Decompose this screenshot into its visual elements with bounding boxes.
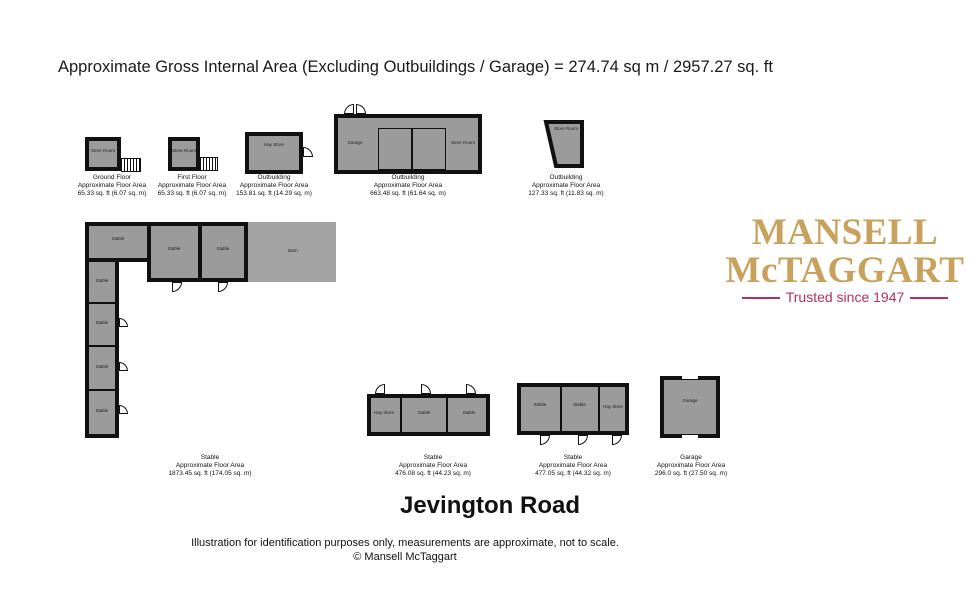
room-label: Stable xyxy=(95,320,109,325)
caption-ground-floor: Ground Floor Approximate Floor Area 65.33 sq. ft (6.07 sq. m) xyxy=(77,174,147,198)
door-icon xyxy=(344,104,354,114)
door-icon xyxy=(119,362,128,371)
logo-tagline: Trusted since 1947 xyxy=(725,289,965,305)
door-icon xyxy=(540,435,550,445)
caption-stable-3: Stable Approximate Floor Area 477.05 sq. ft (44.32 sq. m) xyxy=(535,454,611,478)
room-label: Stable xyxy=(95,278,109,283)
door-icon xyxy=(421,384,431,394)
tagline-line-right xyxy=(910,297,948,299)
divider xyxy=(446,398,448,432)
room-label: Store Room xyxy=(553,126,578,131)
tagline-line-left xyxy=(742,297,780,299)
disclaimer-note: Illustration for identification purposes only, measurements are approximate, not to scale. © Mansell McTaggart xyxy=(191,537,619,564)
caption-stable-2: Stable Approximate Floor Area 476.08 sq. ft (44.23 sq. m) xyxy=(395,454,471,478)
door-icon xyxy=(303,147,313,157)
divider xyxy=(400,398,402,432)
room-label: Stable xyxy=(462,410,476,415)
gross-area-header: Approximate Gross Internal Area (Excluding Outbuildings / Garage) = 274.74 sq m / 2957.27 sq. ft xyxy=(58,58,773,76)
room-label: Stable xyxy=(216,246,230,251)
room-label: Garage xyxy=(682,398,698,403)
room-label: Garage xyxy=(347,140,363,145)
stairs-icon xyxy=(200,157,218,171)
door-icon xyxy=(218,282,228,292)
room-label: Hay Store xyxy=(373,410,394,415)
room-label: Barn xyxy=(288,248,298,253)
room-label: Stable xyxy=(95,408,109,413)
door-icon xyxy=(356,104,366,114)
property-title: Jevington Road xyxy=(399,492,580,519)
door-icon xyxy=(612,435,622,445)
garage-door-icon xyxy=(682,435,698,438)
door-icon xyxy=(578,435,588,445)
caption-outbuilding-1: Outbuilding Approximate Floor Area 153.81 sq. ft (14.29 sq. m) xyxy=(236,174,312,198)
window-icon xyxy=(682,376,698,379)
logo-mctaggart: McTAGGART xyxy=(725,250,965,291)
caption-garage: Garage Approximate Floor Area 296.0 sq. ft (27.50 sq. m) xyxy=(654,454,728,478)
room-label: Stable xyxy=(417,410,431,415)
room-divider xyxy=(412,128,446,170)
caption-first-floor: First Floor Approximate Floor Area 65.33 sq. ft (6.07 sq. m) xyxy=(157,174,227,198)
room-label: Stable xyxy=(533,402,547,407)
room-label: Hay Store xyxy=(602,404,623,409)
divider xyxy=(89,345,115,347)
room-label: Stable xyxy=(111,236,125,241)
stairs-icon xyxy=(121,158,141,172)
door-icon xyxy=(375,384,385,394)
room-label: Stable xyxy=(167,246,181,251)
divider xyxy=(560,387,562,431)
logo-mansell: MANSELL xyxy=(751,212,939,253)
room-label: Stable xyxy=(573,402,586,407)
room-label: Store Room xyxy=(171,148,196,153)
room-divider xyxy=(378,128,412,170)
caption-outbuilding-2: Outbuilding Approximate Floor Area 663.48 sq. ft (61.64 sq. m) xyxy=(370,174,446,198)
door-icon xyxy=(119,405,128,414)
door-icon xyxy=(119,318,128,327)
room-label: Hay Store xyxy=(263,142,284,147)
room-label: Store Room xyxy=(450,140,475,145)
caption-stable-large: Stable Approximate Floor Area 1873.45 sq. ft (174.05 sq. m) xyxy=(168,454,252,478)
room-label: Store Room xyxy=(90,148,115,153)
room-label: Stable xyxy=(95,364,109,369)
divider xyxy=(89,302,115,304)
divider xyxy=(89,389,115,391)
door-icon xyxy=(466,384,476,394)
door-icon xyxy=(172,282,182,292)
caption-outbuilding-3: Outbuilding Approximate Floor Area 127.33 sq. ft (11.83 sq. m) xyxy=(528,174,604,198)
